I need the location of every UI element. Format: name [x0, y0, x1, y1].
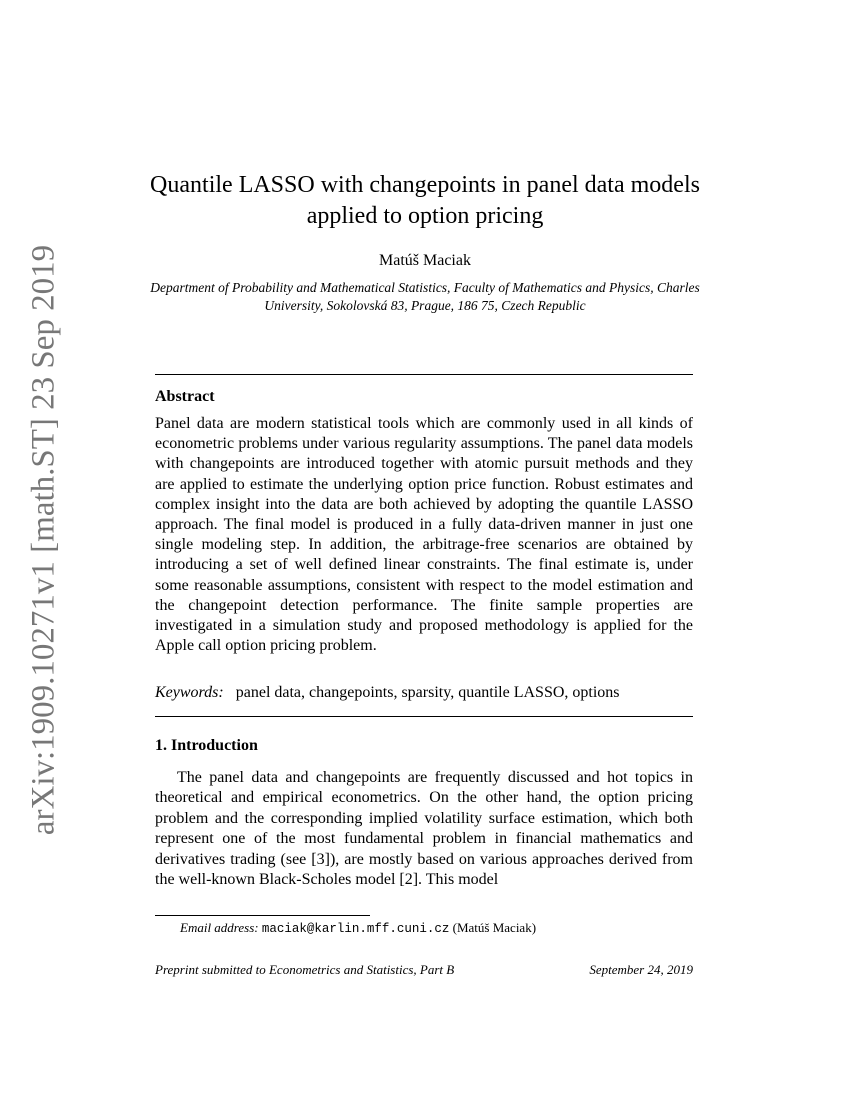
footnote-email-label: Email address: — [180, 920, 259, 935]
introduction-text: The panel data and changepoints are frequently discussed and hot topics in theoretical and empirical econometrics. On the other hand, the option pricing problem and the corresponding implied volatility surface estimation, which both represent one of the most fundamental problem in financial mathematics and derivatives trading (see [3]), are mostly based on various approaches derived from the well-known Black-Scholes model [2]. This model — [155, 769, 693, 889]
keywords-label: Keywords: — [155, 684, 224, 701]
preprint-note: Preprint submitted to Econometrics and Statistics, Part B — [155, 962, 455, 977]
section-heading-introduction: 1. Introduction — [155, 737, 258, 754]
keywords-line — [155, 684, 693, 702]
preprint-date: September 24, 2019 — [589, 962, 693, 977]
footnote — [180, 920, 536, 936]
abstract-heading: Abstract — [155, 388, 215, 405]
footnote-author-name: (Matúš Maciak) — [452, 920, 537, 935]
paper-title: Quantile LASSO with changepoints in panel data models applied to option pricing — [150, 172, 700, 229]
footnote-rule — [155, 915, 370, 916]
abstract-text: Panel data are modern statistical tools which are commonly used in all kinds of econometric problems under various regularity assumptions. The panel data models with changepoints are introduced together with atomic pursuit methods and they are applied to estimate the underlying option price function. Robust estimates and complex insight into the data are both achieved by adopting the quantile LASSO approach. The final model is produced in a fully data-driven manner in just one single modeling step. In addition, the arbitrage-free scenarios are obtained by introducing a set of well defined linear constraints. The final estimate is, under some reasonable assumptions, consistent with respect to the model estimation and the changepoint detection performance. The finite sample properties are investigated in a simulation study and proposed methodology is applied for the Apple call option pricing problem. — [155, 415, 693, 655]
arxiv-id: arXiv:1909.10271v1 [math.ST] 23 Sep 2019 — [25, 244, 62, 836]
abstract-top-rule — [155, 374, 693, 375]
footnote-email-link[interactable]: maciak@karlin.mff.cuni.cz — [261, 922, 450, 936]
author-name: Matúš Maciak — [379, 252, 471, 269]
keywords-text: panel data, changepoints, sparsity, quantile LASSO, options — [235, 684, 620, 701]
abstract-bottom-rule — [155, 716, 693, 717]
author-affiliation: Department of Probability and Mathematical Statistics, Faculty of Mathematics and Physics, Charles University, Sokolovská 83, Prague, 186 75, Czech Republic — [150, 280, 700, 313]
